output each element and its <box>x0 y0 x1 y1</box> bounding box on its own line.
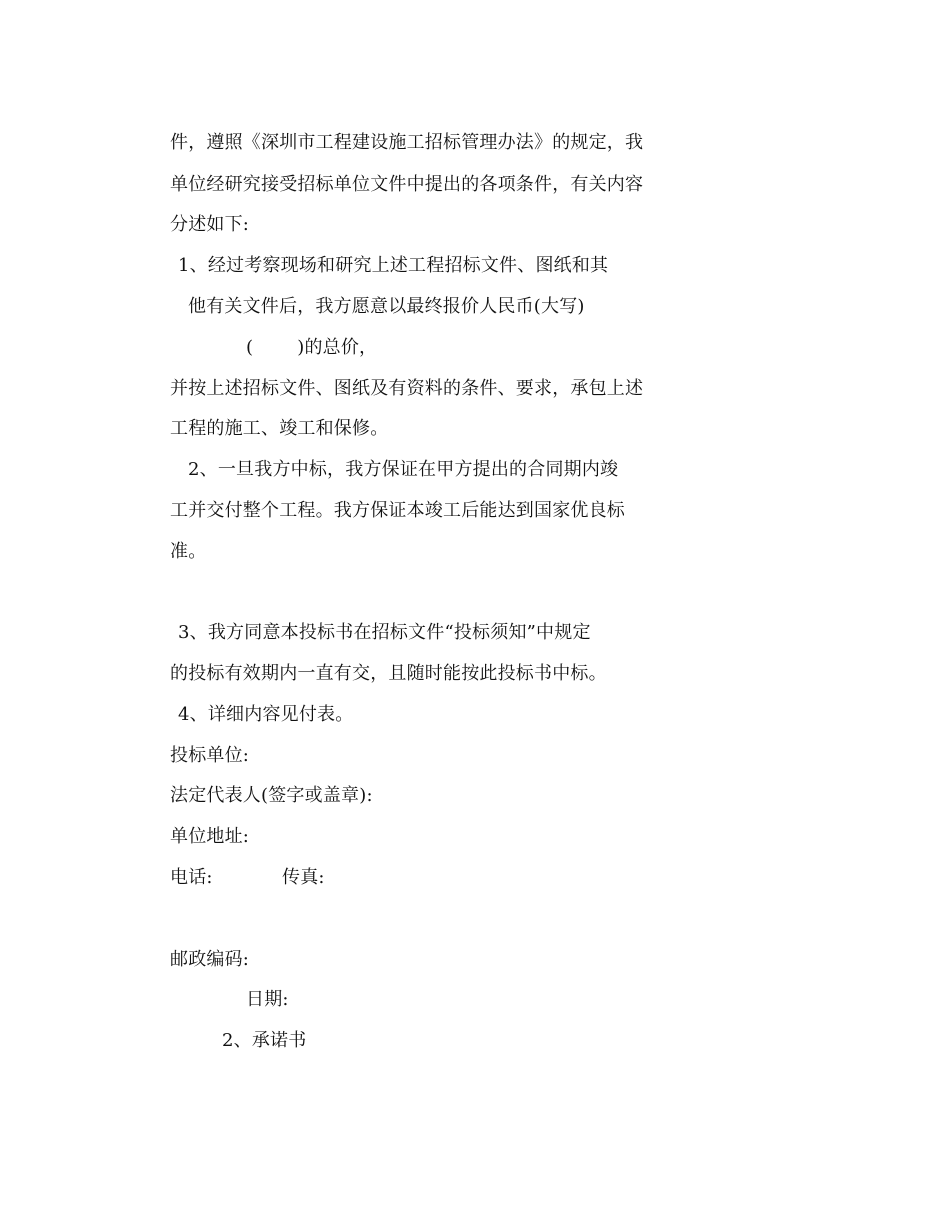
item1-line-2: 他有关文件后，我方愿意以最终报价人民币(大写) <box>188 296 585 317</box>
item4-line: 4、详细内容见付表。 <box>178 704 354 725</box>
intro-line-3: 分述如下: <box>170 214 250 235</box>
field-date: 日期: <box>246 989 289 1010</box>
intro-line-1: 件，遵照《深圳市工程建设施工招标管理办法》的规定，我 <box>170 132 644 153</box>
field-phone: 电话: <box>170 867 213 888</box>
next-section-heading: 2、承诺书 <box>222 1030 307 1051</box>
intro-line-2: 单位经研究接受招标单位文件中提出的各项条件，有关内容 <box>170 174 644 195</box>
field-legal-representative: 法定代表人(签字或盖章): <box>170 785 373 806</box>
item3-line-2: 的投标有效期内一直有交，且随时能按此投标书中标。 <box>170 663 607 684</box>
item2-line-3: 准。 <box>170 541 207 562</box>
field-fax: 传真: <box>282 867 325 888</box>
item1-total-price-line <box>246 337 377 359</box>
item1-line-4: 并按上述招标文件、图纸及有资料的条件、要求，承包上述 <box>170 378 644 399</box>
item1-line-5: 工程的施工、竣工和保修。 <box>170 418 389 439</box>
field-bidder: 投标单位: <box>170 745 250 766</box>
item2-line-2: 工并交付整个工程。我方保证本竣工后能达到国家优良标 <box>170 500 625 521</box>
field-postcode: 邮政编码: <box>170 949 250 970</box>
item2-line-1: 2、一旦我方中标，我方保证在甲方提出的合同期内竣 <box>188 459 619 480</box>
item3-line-1: 3、我方同意本投标书在招标文件“投标须知”中规定 <box>178 622 591 643</box>
item1-line-1: 1、经过考察现场和研究上述工程招标文件、图纸和其 <box>178 255 609 276</box>
paren-close-total: )的总价， <box>297 337 378 358</box>
paren-open: ( <box>246 337 254 358</box>
field-address: 单位地址: <box>170 826 250 847</box>
